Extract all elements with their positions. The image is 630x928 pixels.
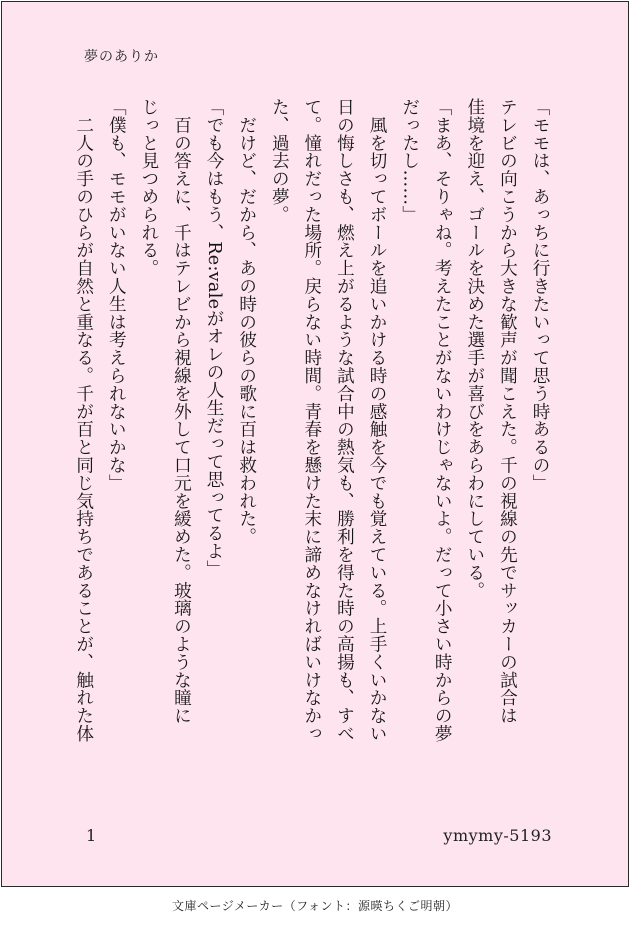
text-line: テレビの向こうから大きな歓声が聞こえた。千の視線の先でサッカーの試合は [497, 98, 518, 725]
text-line: じっと見つめられる。 [138, 98, 159, 277]
generator-credit: 文庫ページメーカー（フォント：源暎ちくご明朝） [171, 899, 459, 913]
text-line: だったし……」 [399, 98, 420, 224]
book-page [1, 1, 629, 887]
text-line: 二人の手のひらが自然と重なる。千が百と同じ気持ちであることが、触れた体 [73, 98, 94, 743]
text-line: 佳境を迎え、ゴールを決めた選手が喜びをあらわにしている。 [464, 98, 485, 600]
text-line: た、過去の夢。 [269, 98, 290, 224]
text-line: 風を切ってボールを追いかける時の感触を今でも覚えている。上手くいかない [367, 98, 388, 743]
text-line: 「モモは、あっちに行きたいって思う時あるの」 [530, 98, 550, 492]
text-line: て。憧れだった場所。戻らない時間。青春を懸けた末に諦めなければいけなかっ [301, 98, 322, 743]
text-line: 「でも今はもう、Re:valeがオレの人生だって思ってるよ」 [204, 98, 225, 578]
body-text [67, 98, 556, 828]
chapter-title: 夢のありか [84, 49, 159, 65]
author-id: ymymy-5193 [443, 826, 552, 845]
text-line: 「僕も、モモがいない人生は考えられないかな」 [106, 98, 127, 492]
text-line: 「まあ、そりゃね。考えたことがないわけじゃないよ。だって小さい時からの夢 [432, 98, 453, 743]
text-line: だけど、だから、あの時の彼らの歌に百は救われた。 [236, 98, 257, 546]
text-line: 百の答えに、千はテレビから視線を外して口元を緩めた。玻璃のような瞳に [171, 98, 192, 725]
page-number: 1 [86, 826, 97, 845]
text-line: 日の悔しさも、燃え上がるような試合中の熱気も、勝利を得た時の高揚も、すべ [334, 98, 355, 743]
